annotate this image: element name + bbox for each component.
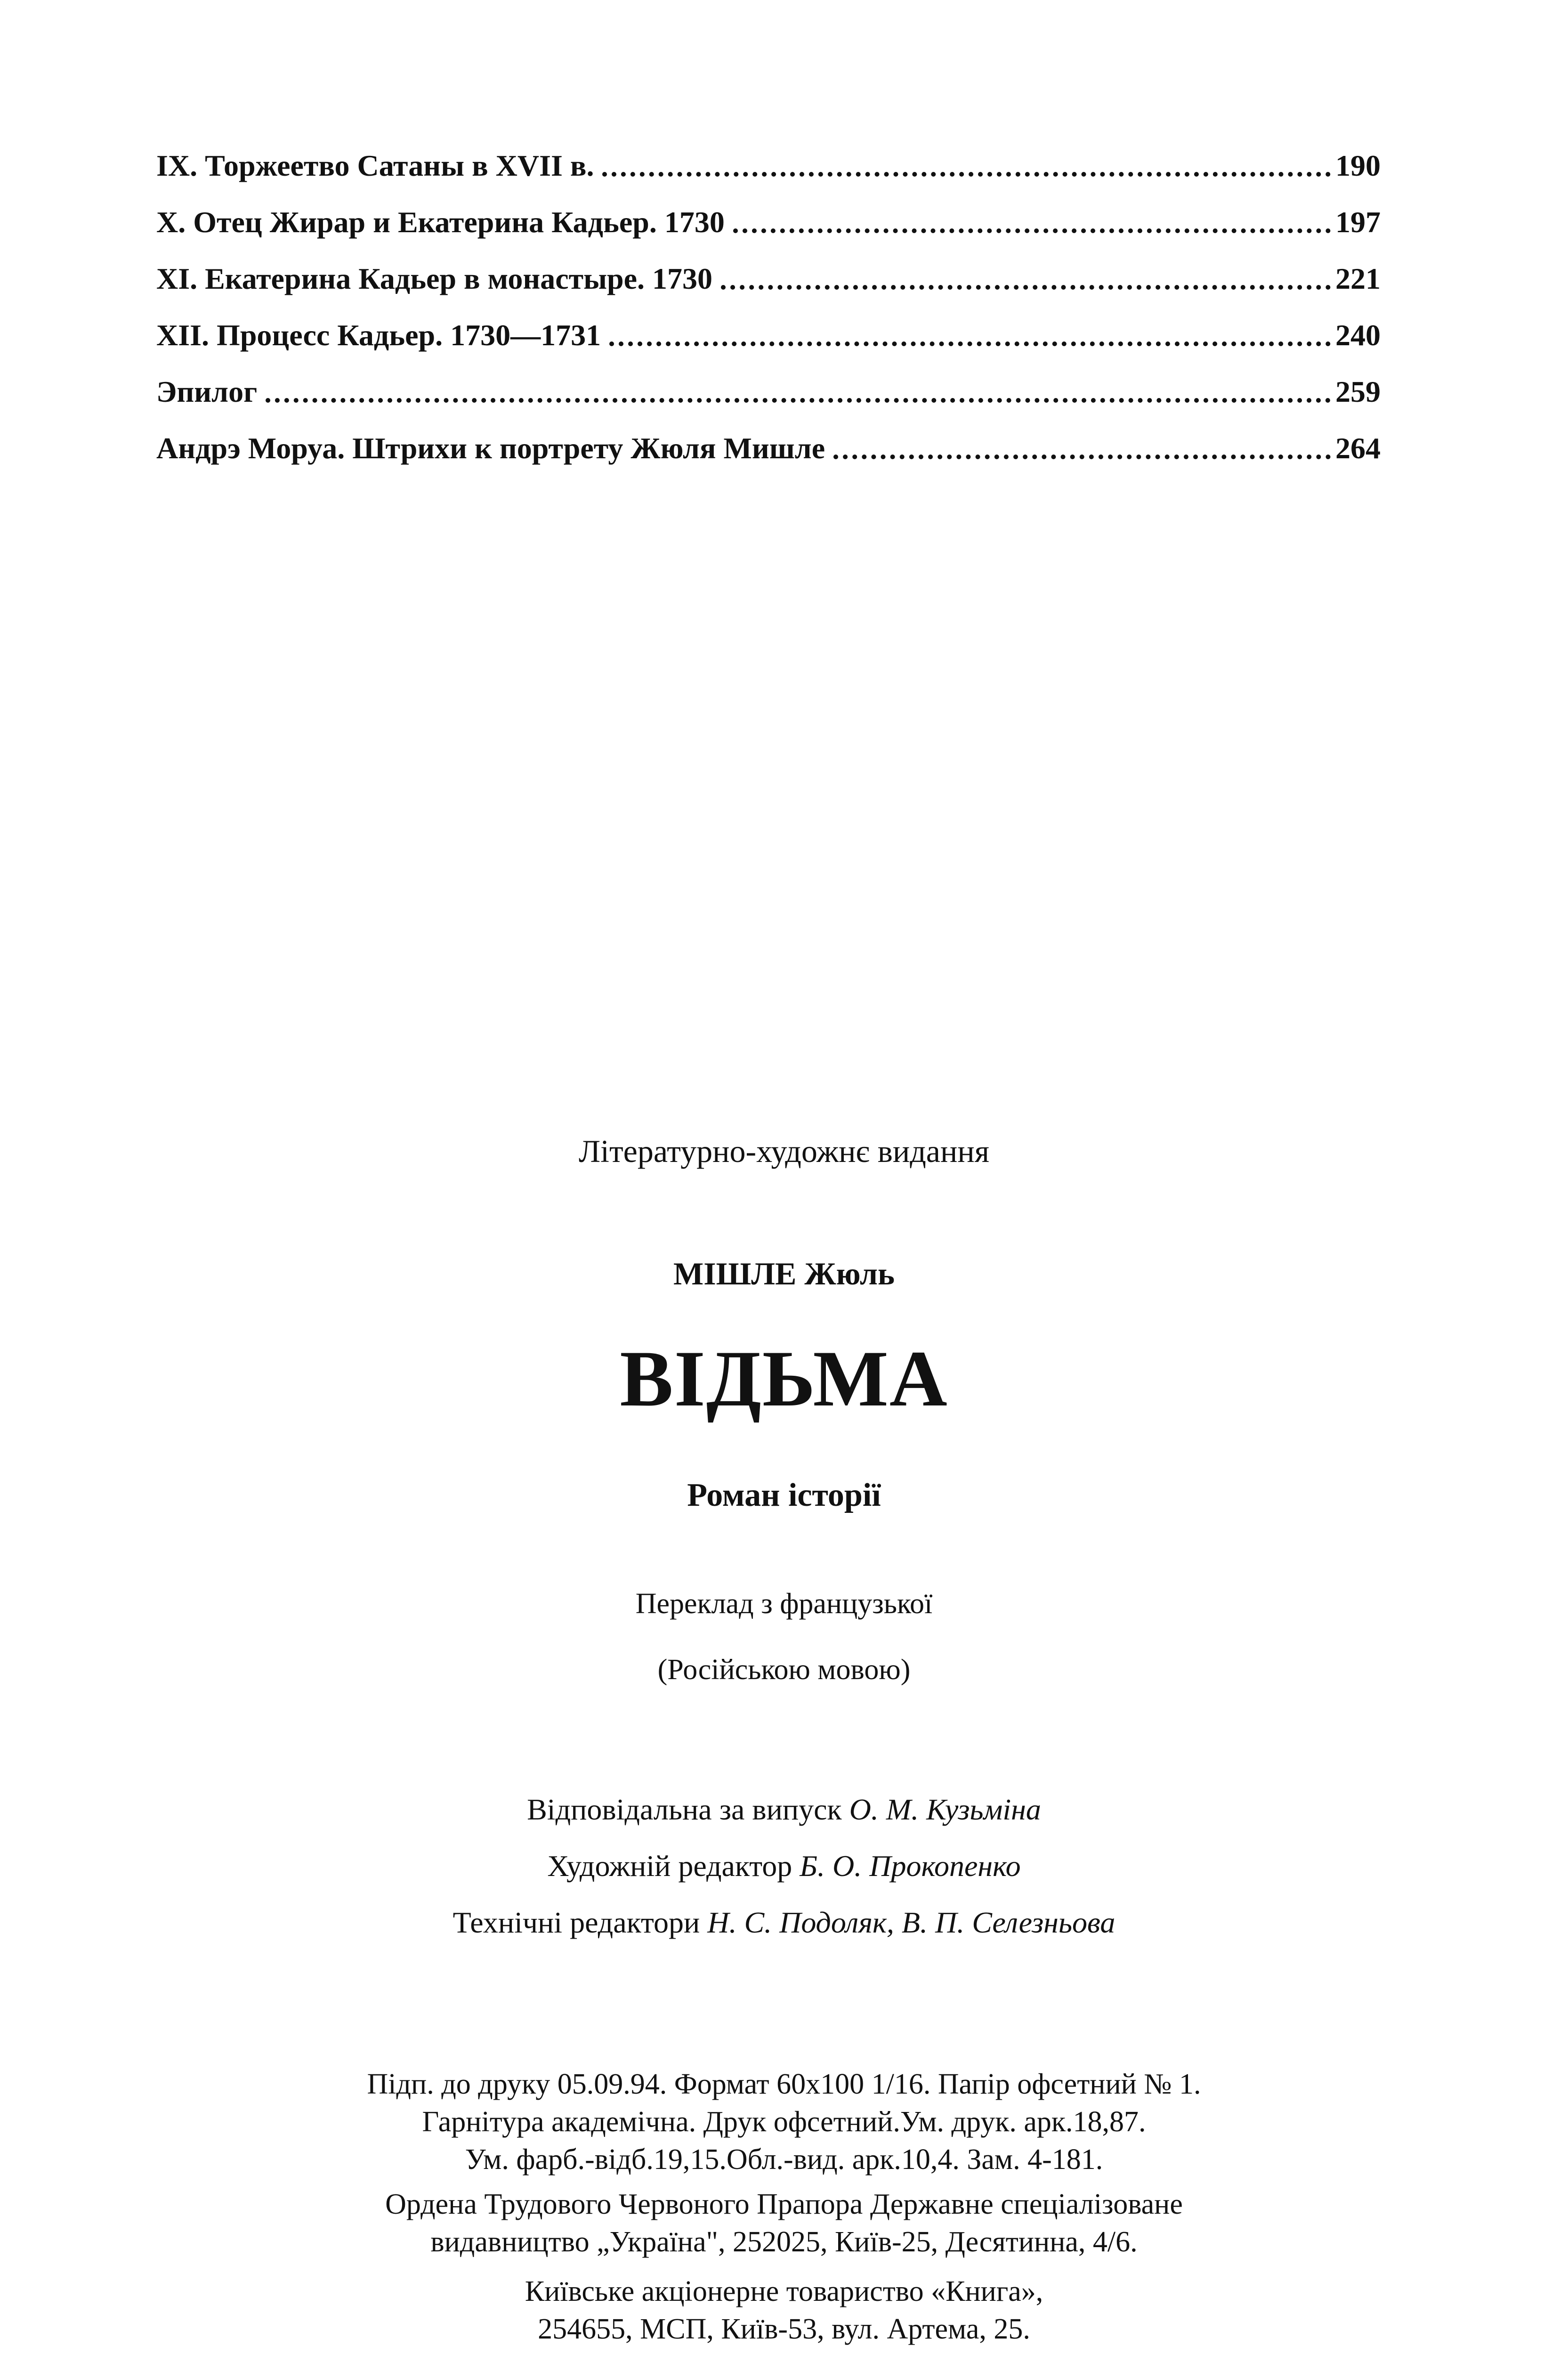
language-note: (Російською мовою) (657, 1654, 911, 1686)
toc-entry-page: 264 (1335, 431, 1381, 465)
toc-entry-page: 197 (1335, 205, 1381, 239)
publication-line: Ум. фарб.-відб.19,15.Обл.-вид. арк.10,4. Зам. 4-181. (465, 2144, 1103, 2176)
credit-role: Відповідальна за випуск (527, 1793, 842, 1826)
toc-dot-leader (721, 285, 1331, 290)
credit-line (0, 1905, 1568, 1940)
toc-entry-title: IX. Торжеетво Сатаны в XVII в. (156, 149, 594, 182)
publication-line: Ордена Трудового Червоного Прапора Державне спеціалізоване (385, 2188, 1183, 2220)
publication-line: Підп. до друку 05.09.94. Формат 60х100 1/16. Папір офсетний № 1. (367, 2068, 1201, 2100)
publication-line: видавництво „Україна", 252025, Київ-25, Десятинна, 4/6. (430, 2226, 1138, 2258)
toc-dot-leader (833, 455, 1331, 459)
toc-dot-leader (609, 341, 1331, 346)
credit-person: О. М. Кузьміна (849, 1793, 1041, 1826)
credit-line (0, 1792, 1568, 1827)
publication-line: Гарнітура академічна. Друк офсетний.Ум. друк. арк.18,87. (422, 2106, 1146, 2138)
toc-entry-page: 221 (1335, 262, 1381, 295)
toc-entry-page: 240 (1335, 318, 1381, 352)
toc-dot-leader (266, 398, 1331, 403)
toc-dot-leader (733, 228, 1331, 233)
translation-note: Переклад з французької (635, 1588, 933, 1620)
toc-entry-title: Андрэ Моруа. Штрихи к портрету Жюля Мишле (156, 431, 825, 465)
toc-entry (156, 251, 1381, 307)
toc-entry (156, 420, 1381, 477)
toc-entry-title: Эпилог (156, 375, 258, 408)
toc-entry-title: X. Отец Жирар и Екатерина Кадьер. 1730 (156, 205, 725, 239)
toc-entry-title: XII. Процесс Кадьер. 1730—1731 (156, 318, 601, 352)
toc-entry-page: 259 (1335, 375, 1381, 408)
credit-role: Технічні редактори (453, 1906, 700, 1939)
book-author: МІШЛЕ Жюль (673, 1256, 895, 1291)
publication-line: Київське акціонерне товариство «Книга», (525, 2275, 1043, 2307)
toc-entry (156, 364, 1381, 420)
credit-person: Б. О. Прокопенко (800, 1849, 1021, 1883)
book-subtitle: Роман історії (687, 1477, 881, 1513)
edition-type: Літературно-художнє видання (578, 1133, 990, 1169)
credit-person: Н. С. Подоляк, В. П. Селезньова (707, 1906, 1115, 1939)
toc-entry (156, 307, 1381, 364)
toc-entry-title: XI. Екатерина Кадьер в монастыре. 1730 (156, 262, 713, 295)
credit-role: Художній редактор (547, 1849, 792, 1883)
toc-entry (156, 138, 1381, 194)
book-title: ВІДЬМА (620, 1334, 948, 1423)
toc-entry-page: 190 (1335, 149, 1381, 182)
publication-line: 254655, МСП, Київ-53, вул. Артема, 25. (538, 2313, 1030, 2345)
toc-entry (156, 194, 1381, 251)
credit-line (0, 1849, 1568, 1884)
toc-dot-leader (602, 172, 1331, 177)
table-of-contents (156, 138, 1381, 477)
